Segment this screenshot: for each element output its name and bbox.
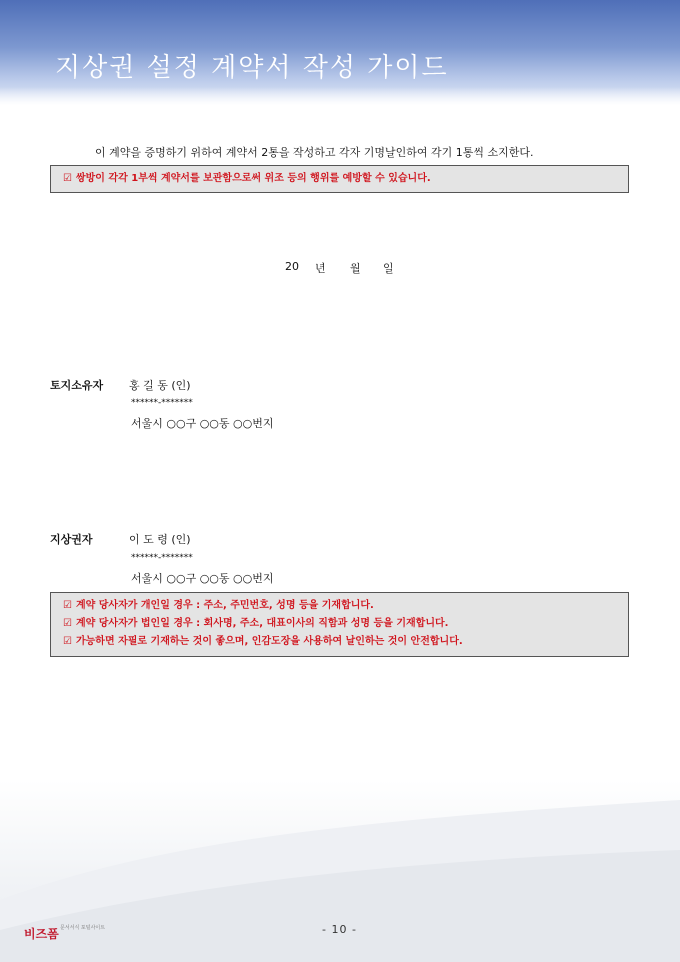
owner-label: 토지소유자 — [50, 379, 104, 392]
note-line: ☑ 쌍방이 각각 1부씩 계약서를 보관함으로써 위조 등의 행위를 예방할 수 있습니다. — [63, 173, 431, 184]
holder-label: 지상권자 — [50, 533, 93, 546]
note-line: ☑ 계약 당사자가 개인일 경우 : 주소, 주민번호, 성명 등을 기재합니다. — [63, 600, 374, 611]
note-box-2 — [50, 592, 629, 657]
holder-name: 이 도 령 (인) — [129, 533, 191, 546]
note-line: ☑ 계약 당사자가 법인일 경우 : 회사명, 주소, 대표이사의 직함과 성명 등을 기재합니다. — [63, 618, 449, 629]
owner-id: ******-******* — [131, 398, 193, 408]
owner-address: 서울시 ○○구 ○○동 ○○번지 — [131, 417, 274, 430]
check-icon: ☑ — [63, 618, 72, 629]
holder-id: ******-******* — [131, 553, 193, 563]
check-icon: ☑ — [63, 173, 72, 184]
bizform-logo: 비즈폼 — [24, 927, 59, 941]
statement-text: 이 계약을 증명하기 위하여 계약서 2통을 작성하고 각자 기명날인하여 각기 1통씩 소지한다. — [95, 146, 534, 159]
page-title: 지상권 설정 계약서 작성 가이드 — [55, 53, 449, 83]
date-year-unit: 년 — [315, 262, 326, 275]
check-icon: ☑ — [63, 636, 72, 647]
date-month-unit: 월 — [350, 262, 361, 275]
date-day-unit: 일 — [383, 262, 394, 275]
note-line: ☑ 가능하면 자필로 기재하는 것이 좋으며, 인감도장을 사용하여 날인하는 것이 안전합니다. — [63, 636, 463, 647]
logo-tagline: 문서서식 포털사이트 — [60, 925, 106, 931]
page-number: - 10 - — [322, 923, 357, 936]
date-year: 20 — [285, 260, 299, 273]
holder-address: 서울시 ○○구 ○○동 ○○번지 — [131, 572, 274, 585]
owner-name: 홍 길 동 (인) — [129, 379, 191, 392]
note-box-1 — [50, 165, 629, 193]
check-icon: ☑ — [63, 600, 72, 611]
